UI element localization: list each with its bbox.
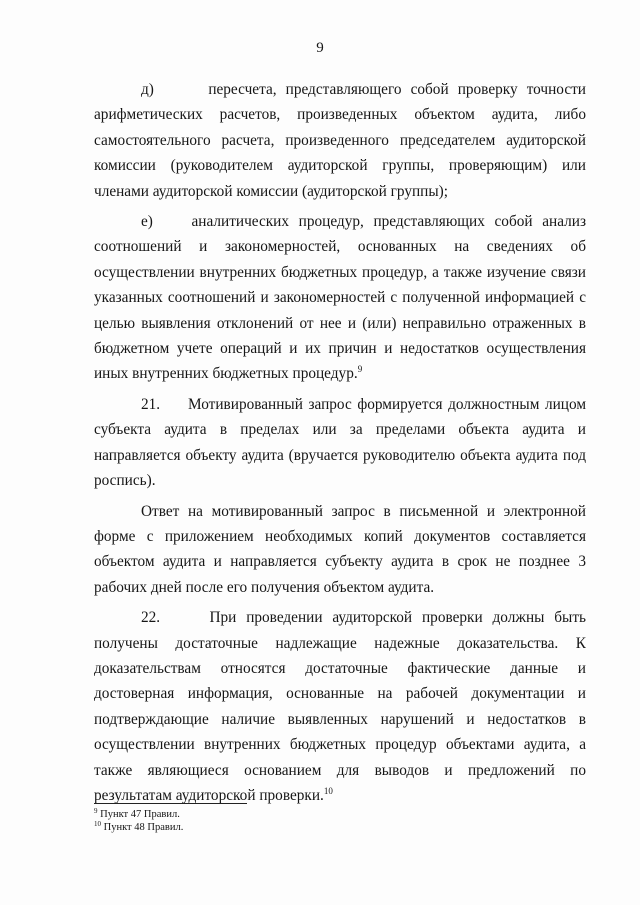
paragraph-text: При проведении аудиторской проверки должны быть получены достаточные надлежащие надежные доказательства. К доказательствам относятся достаточные фактические данные и достоверная информация, основанные на рабочей документации и подтверждающие наличие выявленных нарушений и недостатков в осуществлении внутренних бюджетных процедур объектами аудита, а также являющиеся основанием для выводов и предложений по результатам аудиторской проверки. (94, 609, 587, 804)
paragraph-lead: д) (141, 81, 154, 98)
footnote-number: 9 (94, 807, 98, 815)
footnote-text: Пункт 48 Правил. (103, 822, 184, 833)
paragraph-text: пересчета, представляющего собой проверку точности арифметических расчетов, произведенных объектом аудита, либо самостоятельного расчета, произведенного председателем аудиторской комиссии (руководителем аудиторской группы, проверяющим) или членами аудиторской комиссии (аудиторской группы); (94, 81, 586, 200)
footnote-10 (94, 821, 183, 834)
paragraph-21 (94, 392, 586, 494)
footnote-number: 10 (94, 820, 101, 828)
footnotes (94, 808, 183, 834)
paragraph-lead: 22. (141, 609, 161, 627)
body-text (94, 77, 586, 813)
paragraph-text: аналитических процедур, представляющих собой анализ соотношений и закономерностей, основанных на сведениях об осуществлении внутренних бюджетных процедур, а также изучение связи указанных соотношений и закономерностей с полученной информацией с целью выявления отклонений от нее и (или) неправильно отраженных в бюджетном учете операций и их причин и недостатков осуществления иных внутренних бюджетных процедур. (94, 213, 586, 383)
paragraph-22 (94, 605, 586, 808)
paragraph-lead: е) (141, 213, 153, 231)
footnote-ref-10: 10 (323, 785, 333, 796)
footnote-9 (94, 808, 183, 821)
paragraph-21-answer (94, 499, 586, 601)
footnote-ref-9: 9 (357, 364, 363, 375)
paragraph-d (94, 77, 586, 204)
paragraph-e (94, 209, 586, 387)
paragraph-text: Ответ на мотивированный запрос в письменной и электронной форме с приложением необходимых копий документов составляется объектом аудита и направляется субъекту аудита в срок не позднее 3 рабочих дней после его получения объектом аудита. (94, 502, 586, 596)
footnote-text: Пункт 47 Правил. (100, 809, 180, 820)
footnote-divider (94, 803, 247, 804)
page-number: 9 (316, 40, 324, 56)
paragraph-text: Мотивированный запрос формируется должностным лицом субъекта аудита в пределах или за пределами объекта аудита и направляется объекту аудита (вручается руководителю объекта аудита под роспись). (94, 395, 586, 490)
paragraph-lead: 21. (141, 395, 161, 413)
